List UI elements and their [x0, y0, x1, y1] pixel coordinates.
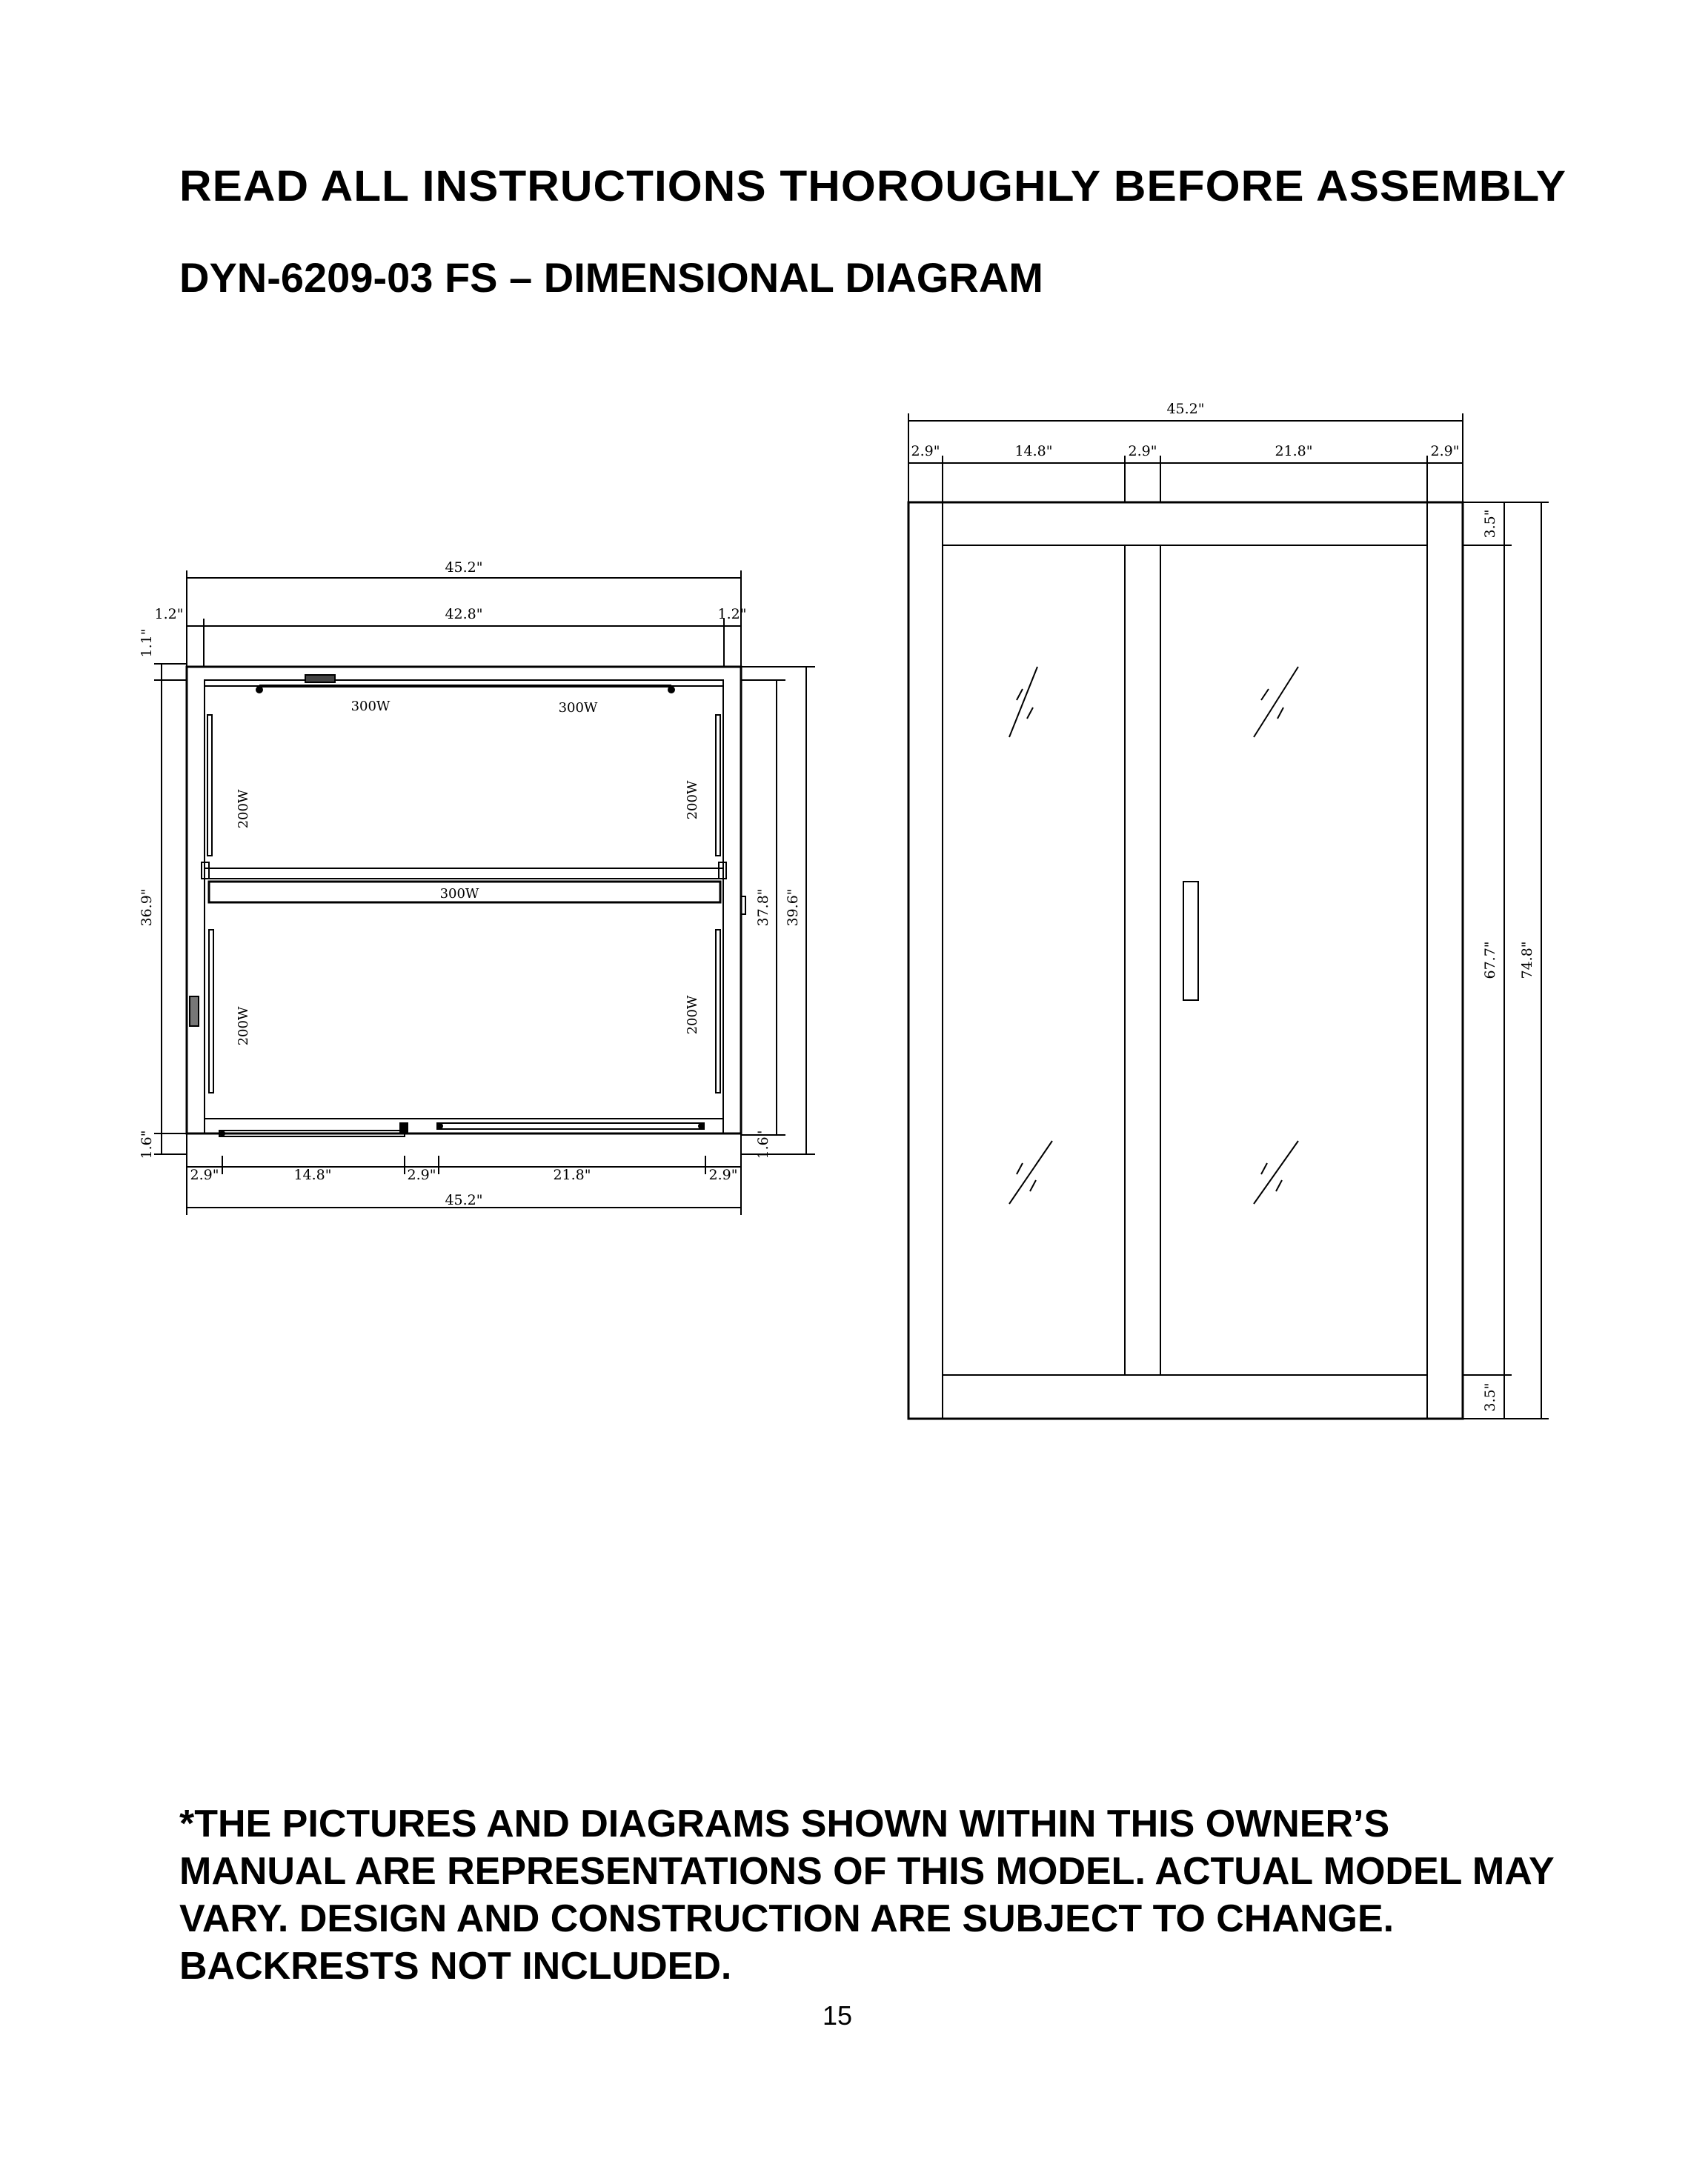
control-panel — [190, 996, 199, 1026]
front-seg-1-label: 2.9" — [911, 443, 940, 459]
right-depth-dimensions — [741, 667, 815, 1154]
front-overall-width-label: 45.2" — [1166, 401, 1205, 417]
left-depth-dimensions — [154, 664, 187, 1154]
front-width-dimensions — [908, 413, 1463, 502]
heater-upper-right-label: 200W — [685, 780, 700, 820]
heater-bench-label: 300W — [439, 886, 479, 902]
front-view — [908, 413, 1549, 1419]
bottom-rail-label: 3.5" — [1482, 1382, 1498, 1412]
top-wall-dimensions — [187, 619, 741, 667]
glass-height-label: 67.7" — [1482, 941, 1498, 979]
heater-lower-left-label: 200W — [236, 1006, 251, 1046]
overall-height-label: 74.8" — [1519, 941, 1535, 979]
top-overall-width-label: 45.2" — [445, 559, 483, 576]
front-seg-5-label: 2.9" — [1430, 443, 1460, 459]
top-vent — [305, 675, 335, 682]
door-handle[interactable] — [1183, 882, 1198, 1000]
bottom-seg-3-label: 2.9" — [407, 1167, 436, 1183]
inner-depth-label: 37.8" — [755, 888, 771, 927]
bottom-seg-1-label: 2.9" — [190, 1167, 219, 1183]
overall-depth-label: 39.6" — [785, 888, 801, 927]
front-wall-depth-label: 1.6" — [139, 1130, 155, 1159]
wall-left-label: 1.2" — [154, 606, 184, 622]
front-outer-frame — [908, 502, 1463, 1419]
front-seg-2-label: 14.8" — [1014, 443, 1053, 459]
glass-reflection-marks — [1009, 667, 1298, 1204]
page-number: 15 — [822, 2000, 853, 2031]
front-view-labels — [911, 401, 1535, 1411]
top-view — [154, 570, 815, 1215]
bottom-seg-2-label: 14.8" — [293, 1167, 332, 1183]
bottom-seg-5-label: 2.9" — [708, 1167, 738, 1183]
left-glass-panel — [943, 545, 1125, 1375]
heater-top-left-label: 300W — [350, 699, 391, 714]
diagram-title: DYN-6209-03 FS – DIMENSIONAL DIAGRAM — [179, 254, 1043, 301]
disclaimer-text: *THE PICTURES AND DIAGRAMS SHOWN WITHIN THIS OWNER’S MANUAL ARE REPRESENTATIONS OF THIS MODEL. ACTUAL MODEL MAY VARY. DESIGN AND CONSTRUCTION ARE SUBJECT TO CHANGE. BACKRESTS NOT INCLUDED. — [179, 1802, 1554, 1988]
right-glass-door — [1160, 545, 1427, 1375]
front-wall-depth-right-label: 1.6" — [755, 1130, 771, 1159]
front-height-dimensions — [1463, 502, 1549, 1419]
lower-right-heater — [716, 930, 720, 1093]
upper-left-heater — [207, 715, 212, 856]
inner-width-label: 42.8" — [445, 606, 483, 622]
lower-left-heater — [209, 930, 213, 1093]
wall-right-label: 1.2" — [717, 606, 747, 622]
back-wall-depth-label: 1.1" — [139, 628, 155, 658]
center-mullion — [1125, 545, 1160, 1375]
top-view-labels — [139, 559, 801, 1208]
bottom-seg-4-label: 21.8" — [553, 1167, 591, 1183]
top-rail-label: 3.5" — [1482, 509, 1498, 539]
heater-lower-right-label: 200W — [685, 995, 700, 1035]
heater-upper-left-label: 200W — [236, 789, 251, 829]
upper-right-heater — [716, 715, 720, 856]
front-seg-3-label: 2.9" — [1128, 443, 1157, 459]
instruction-title: READ ALL INSTRUCTIONS THOROUGHLY BEFORE ASSEMBLY — [179, 162, 1566, 210]
front-seg-4-label: 21.8" — [1275, 443, 1313, 459]
bottom-overall-width-label: 45.2" — [445, 1192, 483, 1208]
inner-wall — [205, 680, 723, 1133]
depth-left-label: 36.9" — [139, 888, 155, 927]
heater-top-right-label: 300W — [558, 700, 598, 716]
